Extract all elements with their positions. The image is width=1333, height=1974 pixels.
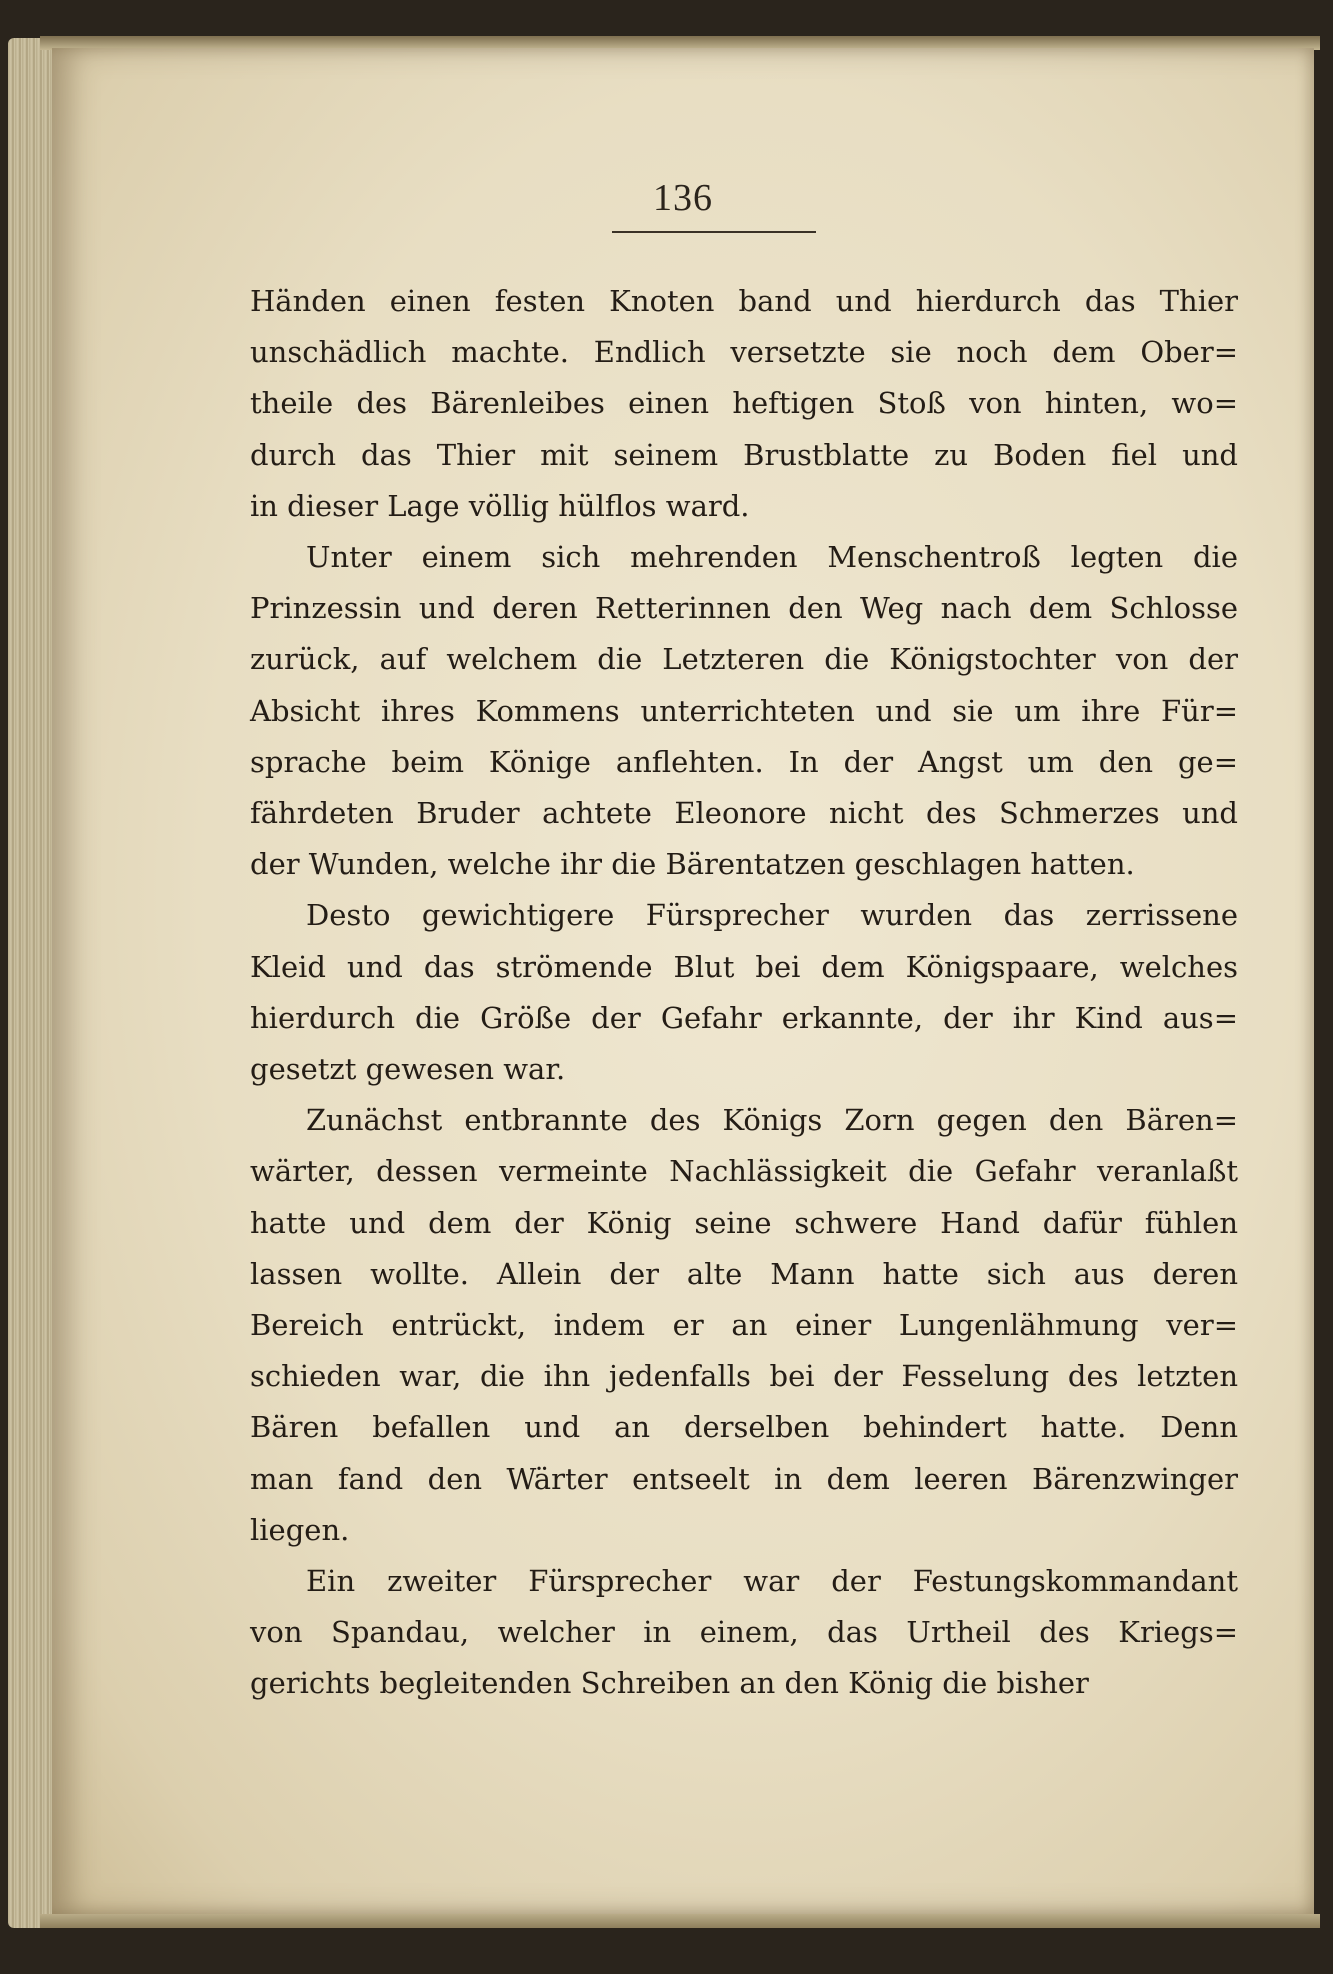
- text-line: theile des Bärenleibes einen heftigen Stoß von hinten, wo=: [250, 386, 1238, 421]
- text-line: Bereich entrückt, indem er an einer Lungenlähmung ver=: [250, 1308, 1238, 1343]
- paragraph: [250, 532, 1238, 890]
- text-line: fährdeten Bruder achtete Eleonore nicht des Schmerzes und: [250, 796, 1238, 831]
- text-line: liegen.: [250, 1512, 350, 1547]
- text-line: man fand den Wärter entseelt in dem leeren Bärenzwinger: [250, 1461, 1238, 1496]
- paragraph: [250, 1556, 1238, 1710]
- paragraph: [250, 1095, 1238, 1556]
- text-line: gesetzt gewesen war.: [250, 1052, 566, 1087]
- text-line: Zunächst entbrannte des Königs Zorn gegen den Bären=: [306, 1103, 1238, 1138]
- text-line: Kleid und das strömende Blut bei dem Königspaare, welches: [250, 949, 1238, 984]
- text-line: unschädlich machte. Endlich versetzte sie noch dem Ober=: [250, 335, 1238, 370]
- paragraph: [250, 276, 1238, 532]
- text-line: wärter, dessen vermeinte Nachlässigkeit die Gefahr veranlaßt: [250, 1154, 1238, 1189]
- text-line: von Spandau, welcher in einem, das Urtheil des Kriegs=: [250, 1615, 1238, 1650]
- bottom-edge: [40, 1914, 1320, 1928]
- text-line: sprache beim Könige anflehten. In der Angst um den ge=: [250, 744, 1238, 779]
- book-page: [52, 48, 1314, 1914]
- text-line: zurück, auf welchem die Letzteren die Königstochter von der: [250, 642, 1238, 677]
- header-rule: [612, 231, 816, 233]
- text-line: schieden war, die ihn jedenfalls bei der Fesselung des letzten: [250, 1359, 1238, 1394]
- text-line: Bären befallen und an derselben behindert hatte. Denn: [250, 1410, 1238, 1445]
- text-line: Desto gewichtigere Fürsprecher wurden das zerrissene: [306, 898, 1238, 933]
- text-line: gerichts begleitenden Schreiben an den König die bisher: [250, 1666, 1089, 1701]
- text-line: Prinzessin und deren Retterinnen den Weg nach dem Schlosse: [250, 591, 1238, 626]
- paragraph: [250, 890, 1238, 1095]
- text-line: Händen einen festen Knoten band und hierdurch das Thier: [250, 284, 1238, 318]
- page-number: 136: [653, 177, 713, 219]
- text-line: lassen wollte. Allein der alte Mann hatte sich aus deren: [250, 1256, 1238, 1291]
- text-line: hierdurch die Größe der Gefahr erkannte, der ihr Kind aus=: [250, 1000, 1238, 1035]
- text-line: Absicht ihres Kommens unterrichteten und sie um ihre Für=: [250, 693, 1238, 728]
- body-text: [250, 276, 1238, 1710]
- text-line: in dieser Lage völlig hülflos ward.: [250, 488, 750, 523]
- text-line: Unter einem sich mehrenden Menschentroß legten die: [306, 540, 1238, 575]
- text-line: Ein zweiter Fürsprecher war der Festungskommandant: [306, 1564, 1238, 1599]
- text-line: hatte und dem der König seine schwere Hand dafür fühlen: [250, 1205, 1238, 1240]
- text-line: der Wunden, welche ihr die Bärentatzen geschlagen hatten.: [250, 847, 1135, 882]
- text-line: durch das Thier mit seinem Brustblatte zu Boden fiel und: [250, 437, 1238, 472]
